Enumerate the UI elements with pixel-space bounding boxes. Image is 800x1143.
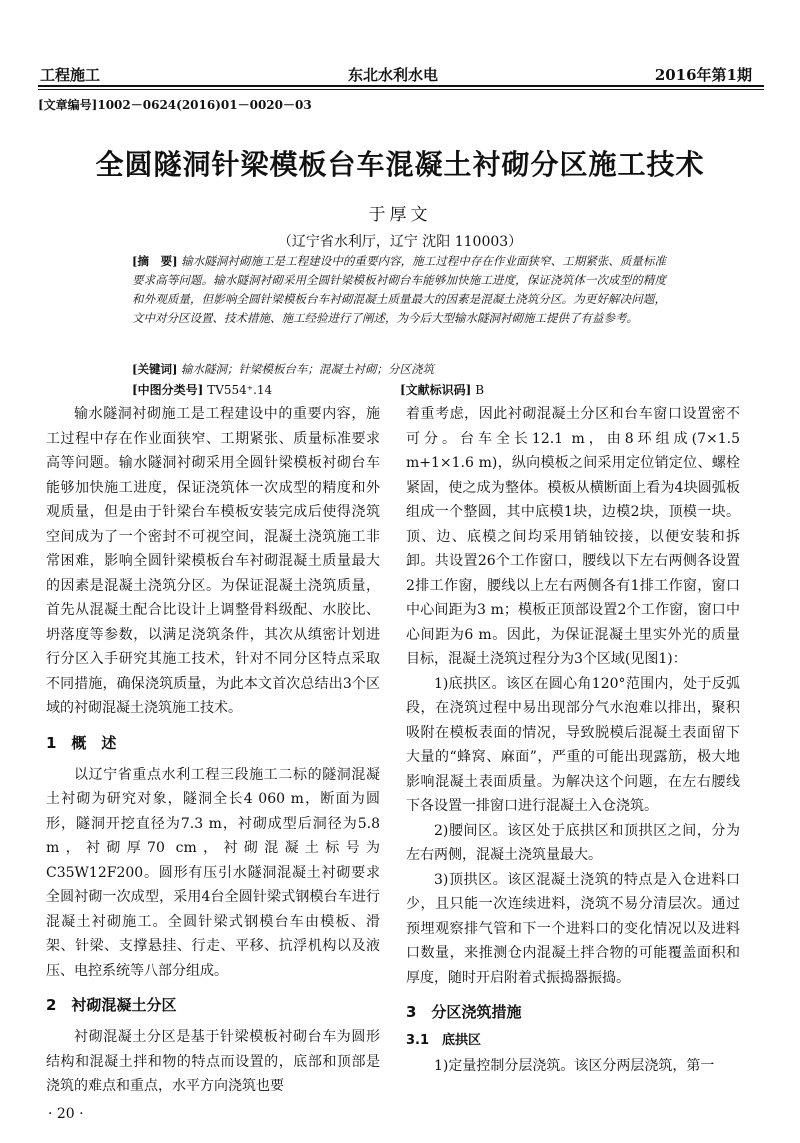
body-column-left (46, 402, 380, 1099)
running-header-journal: 东北水利水电 (348, 66, 439, 84)
clc-label: [中图分类号] (132, 383, 204, 397)
header-rule-thick (38, 85, 764, 87)
section-3-1-paragraph: 1)定量控制分层浇筑。该区分两层浇筑，第一 (434, 1058, 715, 1074)
abstract-text: 输水隧洞衬砌施工是工程建设中的重要内容，施工过程中存在作业面狭窄、工期紧张、质量标准要求高等问题。输水隧洞衬砌采用全圆针梁模板衬砌台车能够加快施工进度，保证浇筑体一次成型的精度和外观质量，但影响全圆针梁模板台车衬砌混凝土质量最大的因素是混凝土浇筑分区。为更好解决问题，文中对分区设置、技术措施、施工经验进行了阐述，为今后大型输水隧洞衬砌施工提供了有益参考。 (132, 254, 667, 325)
abstract (132, 252, 666, 328)
author-name: 于厚文 (368, 205, 432, 225)
abstract-label: [摘 要] (132, 254, 178, 268)
running-header-issue: 2016年第1期 (654, 66, 752, 84)
paper-title: 全圆隧洞针梁模板台车混凝土衬砌分区施工技术 (95, 148, 705, 181)
running-header-section: 工程施工 (40, 66, 101, 84)
author-affiliation: （辽宁省水利厅，辽宁 沈阳 110003） (277, 234, 523, 250)
section-3-1-heading: 3.1 底拱区 (406, 1033, 482, 1048)
clc-number (132, 381, 272, 398)
page-number: · 20 · (48, 1106, 84, 1122)
body-column-right (406, 402, 740, 1079)
keywords-label: [关键词] (132, 362, 178, 376)
zone-item-waist: 2)腰间区。该区处于底拱区和顶拱区之间，分为左右两侧，混凝土浇筑量最大。 (406, 822, 740, 863)
clc-value: TV554⁺.14 (207, 383, 273, 397)
zone-item-top-arch: 3)顶拱区。该区混凝土浇筑的特点是入仓进料口少，且只能一次连续进料，浇筑不易分清层次。通过预埋观察排气管和下一个进料口的变化情况以及进料口数量，来推测仓内混凝土拌合物的可能覆盖面积和厚度，随时开启附着式振捣器振捣。 (406, 871, 740, 986)
doc-code-value: B (475, 383, 485, 397)
intro-paragraph: 输水隧洞衬砌施工是工程建设中的重要内容，施工过程中存在作业面狭窄、工期紧张、质量标准要求高等问题。输水隧洞衬砌采用全圆针梁模板衬砌台车能够加快施工进度，保证浇筑体一次成型的精度和外观质量，但是由于针梁台车模板安装完成后使得浇筑空间成为了一个密封不可视空间，混凝土浇筑施工非常困难，影响全圆针梁模板台车衬砌混凝土质量最大的因素是混凝土浇筑分区。为保证混凝土浇筑质量，首先从混凝土配合比设计上调整骨料级配、水胶比、坍落度等参数，以满足浇筑条件，其次从缜密计划进行分区入手研究其施工技术，针对不同分区特点采取不同措施，确保浇筑质量，为此本文首次总结出3个区域的衬砌混凝土浇筑施工技术。 (46, 406, 380, 716)
keywords-text: 输水隧洞；针梁模板台车；混凝土衬砌；分区浇筑 (181, 362, 435, 376)
section-3-heading: 3 分区浇筑措施 (406, 1003, 522, 1021)
section-2-heading: 2 衬砌混凝土分区 (46, 996, 177, 1014)
section-1-heading: 1 概 述 (46, 733, 117, 752)
section-2-paragraph: 衬砌混凝土分区是基于针梁模板衬砌台车为圆形结构和混凝土拌和物的特点而设置的，底部和顶部是浇筑的难点和重点，水平方向浇筑也要 (46, 1029, 380, 1094)
document-code (400, 381, 484, 398)
section-1-paragraph: 以辽宁省重点水利工程三段施工二标的隧洞混凝土衬砌为研究对象，隧洞全长4 060 m，断面为圆形，隧洞开挖直径为7.3 m，衬砌成型后洞径为5.8 m，衬砌厚70 cm，衬砌混凝土标号为C35W12F200。圆形有压引水隧洞混凝土衬砌要求全圆衬砌一次成型，采用4台全圆针梁式钢模台车进行混凝土衬砌施工。全圆针梁式钢模台车由模板、滑架、针梁、支撑悬挂、行走、平移、抗浮机构以及液压、电控系统等八部分组成。 (46, 766, 380, 979)
keywords (132, 361, 692, 377)
doc-code-label: [文献标识码] (400, 383, 472, 397)
section-2-continued-paragraph: 着重考虑，因此衬砌混凝土分区和台车窗口设置密不可分。台车全长12.1 m，由8环组成(7×1.5 m+1×1.6 m)，纵向模板之间采用定位销定位、螺栓紧固，使之成为整体。模板从横断面上看为4块圆弧板组成一个整圆，其中底模1块，边模2块，顶模一块。顶、边、底模之间均采用销轴铰接，以便安装和拆卸。共设置26个工作窗口，腰线以下左右两侧各设置2排工作窗，腰线以上左右两侧各有1排工作窗，窗口中心间距为3 m；模板正顶部设置2个工作窗，窗口中心间距为6 m。因此，为保证混凝土里实外光的质量目标，混凝土浇筑过程分为3个区域(见图1)： (406, 406, 740, 667)
zone-item-bottom-arch: 1)底拱区。该区在圆心角120°范围内，处于反弧段，在浇筑过程中易出现部分气水泡难以排出，聚积吸附在模板表面的情况，导致脱模后混凝土表面留下大量的“蜂窝、麻面”，严重的可能出现露筋，极大地影响混凝土表面质量。为解决这个问题，在左右腰线下各设置一排窗口进行混凝土入仓浇筑。 (406, 675, 740, 814)
header-rule-thin (38, 89, 764, 90)
article-id: [文章编号]1002－0624(2016)01－0020－03 (38, 98, 312, 112)
